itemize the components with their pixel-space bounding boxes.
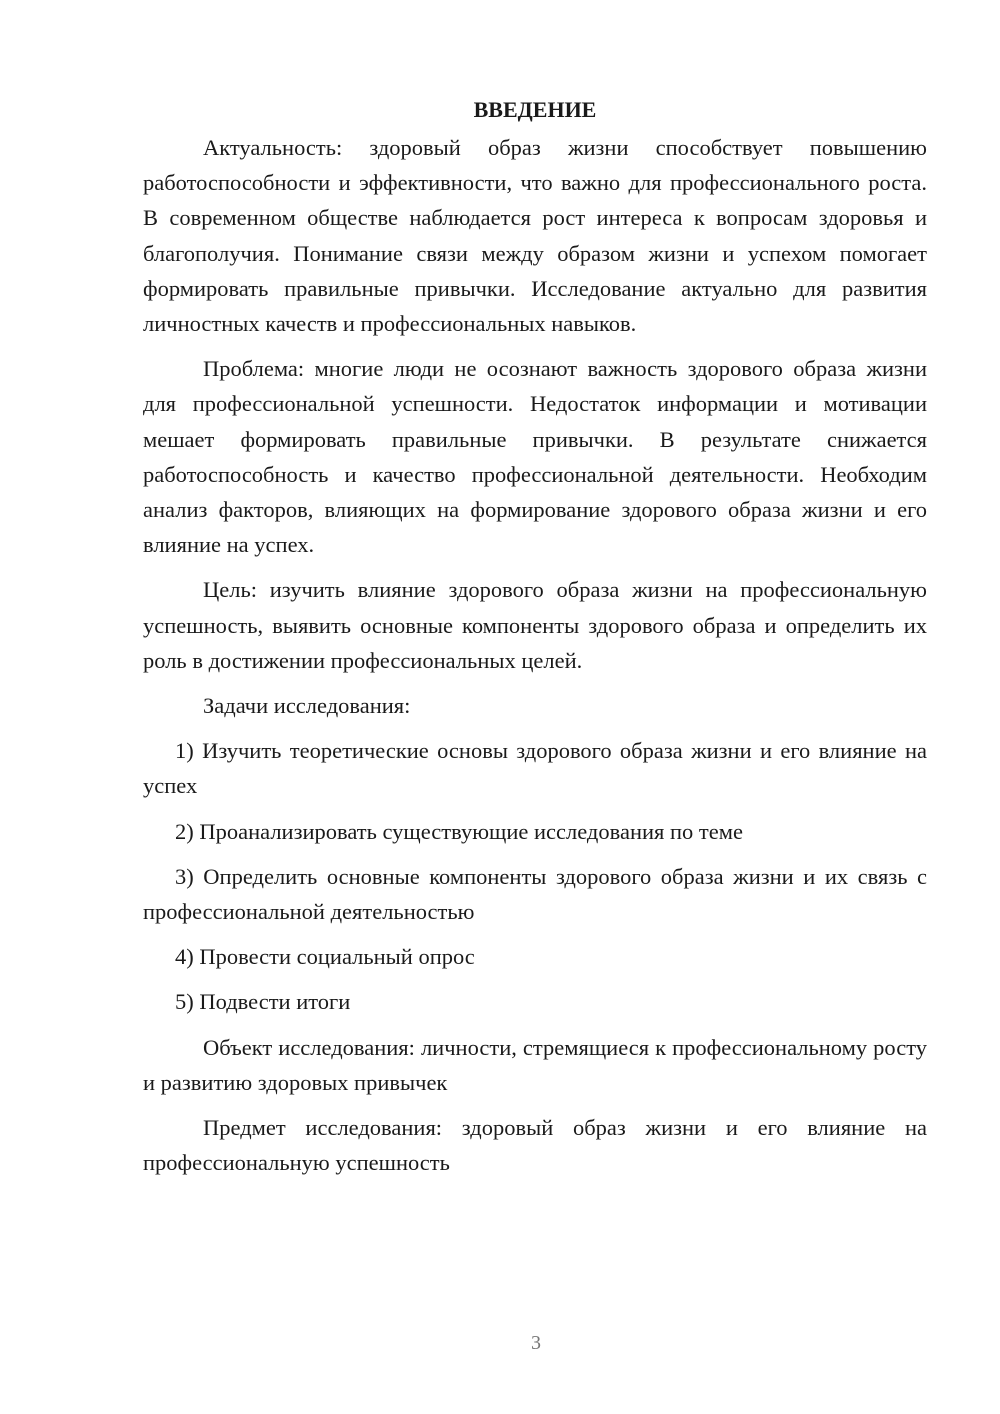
paragraph-subject: Предмет исследования: здоровый образ жизни и его влияние на профессиональную успешность (143, 1115, 927, 1176)
task-item: 4) Провести социальный опрос (175, 944, 475, 970)
paragraph-relevance: Актуальность: здоровый образ жизни способствует повышению работоспособности и эффективности, что важно для профессионального роста. В современном обществе наблюдается рост интереса к вопросам здоровья и благополучия. Понимание связи между образом жизни и успехом помогает формировать правильные привычки. Исследование актуально для развития личностных качеств и профессиональных навыков. (143, 135, 927, 337)
task-item: 1) Изучить теоретические основы здорового образа жизни и его влияние на успех (143, 738, 927, 799)
document-page (143, 92, 927, 1190)
page-title: ВВЕДЕНИЕ (473, 97, 597, 122)
paragraph-problem: Проблема: многие люди не осознают важность здорового образа жизни для профессиональной успешности. Недостаток информации и мотивации мешает формировать правильные привычки. В результате снижается работоспособность и качество профессиональной деятельности. Необходим анализ факторов, влияющих на формирование здорового образа жизни и его влияние на успех. (143, 356, 927, 558)
task-item: 3) Определить основные компоненты здорового образа жизни и их связь с профессиональной деятельностью (143, 863, 927, 925)
task-item: 2) Проанализировать существующие исследования по теме (175, 818, 743, 844)
page-number: 3 (531, 1332, 541, 1354)
tasks-heading: Задачи исследования: (203, 693, 411, 719)
paragraph-goal: Цель: изучить влияние здорового образа жизни на профессиональную успешность, выявить основные компоненты здорового образа и определить их роль в достижении профессиональных целей. (143, 577, 927, 673)
paragraph-object: Объект исследования: личности, стремящиеся к профессиональному росту и развитию здоровых привычек (143, 1034, 927, 1095)
task-item: 5) Подвести итоги (175, 989, 351, 1015)
